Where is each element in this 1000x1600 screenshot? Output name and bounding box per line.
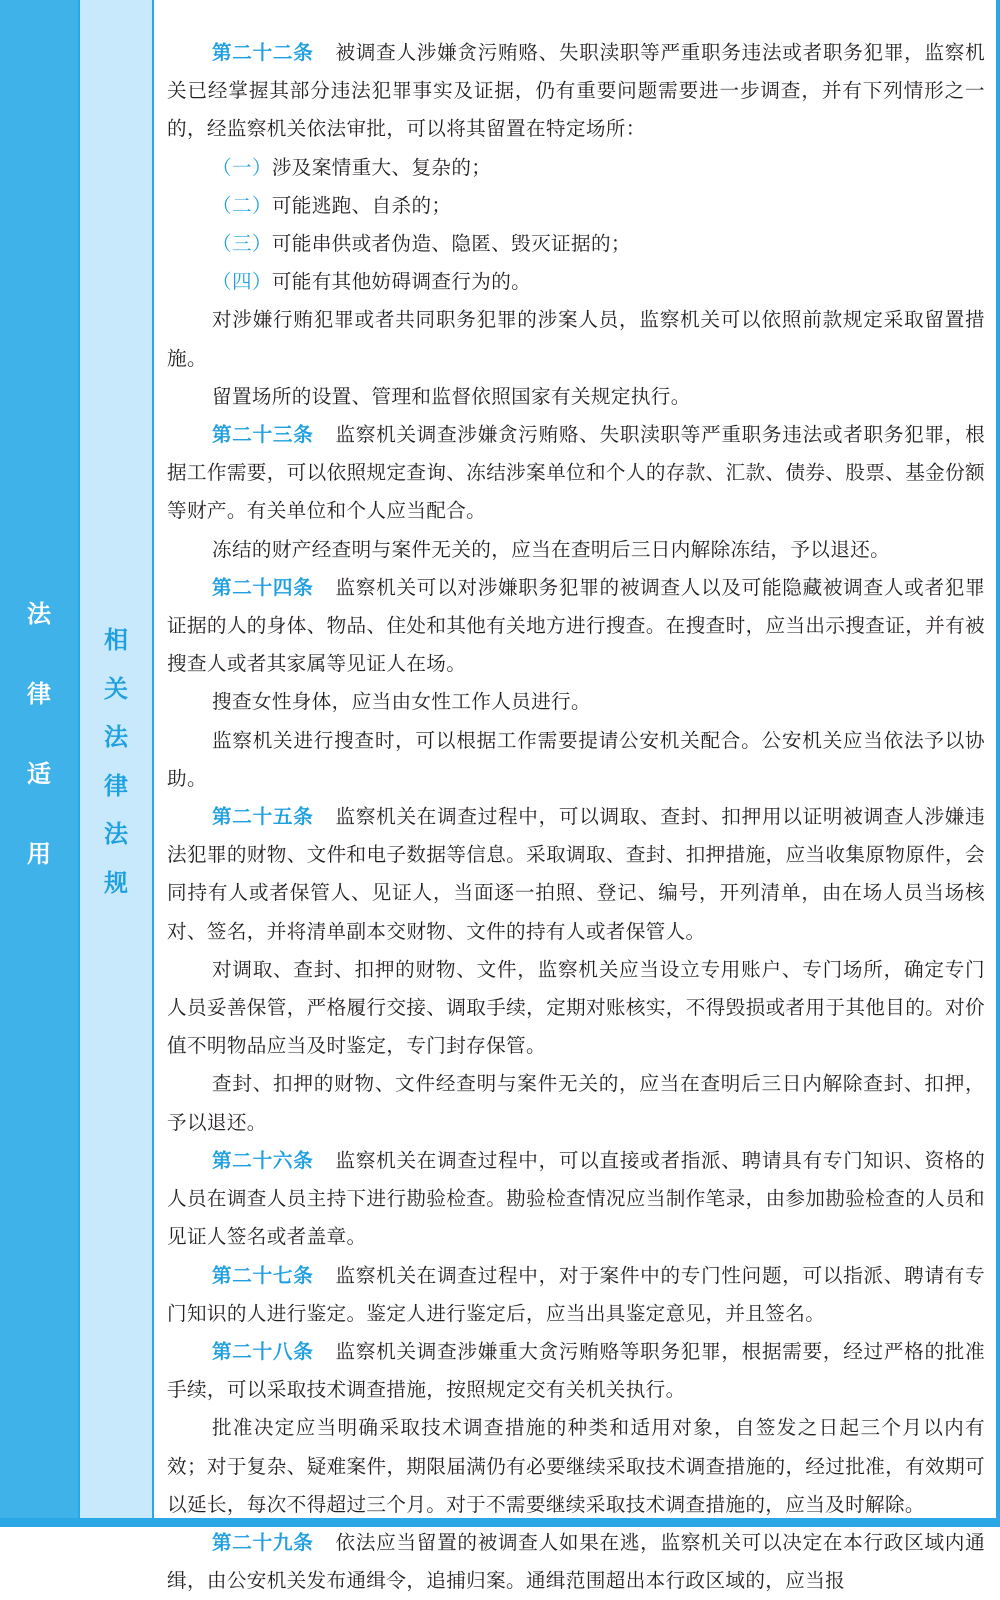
article-paragraph (167, 416, 985, 531)
article-text: 被调查人涉嫌贪污贿赂、失职渎职等严重职务违法或者职务犯罪，监察机关已经掌握其部分违法犯罪事实及证据，仍有重要问题需要进一步调查，并有下列情形之一的，经监察机关依法审批，可以将其留置在特定场所： (167, 41, 986, 141)
article-paragraph (167, 569, 985, 684)
list-item (167, 149, 985, 187)
article-text: 监察机关可以对涉嫌职务犯罪的被调查人以及可能隐藏被调查人或者犯罪证据的人的身体、物品、住处和其他有关地方进行搜查。在搜查时，应当出示搜查证，并有被搜查人或者其家属等见证人在场。 (167, 575, 986, 676)
article-number: 第二十五条 (212, 805, 314, 829)
item-number: （二） (212, 193, 272, 217)
body-paragraph: 批准决定应当明确采取技术调查措施的种类和适用对象，自签发之日起三个月以内有效；对于复杂、疑难案件，期限届满仍有必要继续采取技术调查措施的，经过批准，有效期可以延长，每次不得超过三个月。对于不需要继续采取技术调查措施的，应当及时解除。 (167, 1416, 985, 1516)
article-paragraph (167, 1524, 985, 1600)
article-number: 第二十四条 (212, 575, 314, 599)
article-number: 第二十八条 (212, 1339, 314, 1363)
section-label-legal-application (0, 602, 78, 922)
body-paragraph: 冻结的财产经查明与案件无关的，应当在查明后三日内解除冻结，予以退还。 (212, 537, 891, 561)
document-body (167, 34, 985, 1600)
item-number: （三） (212, 232, 272, 256)
label-char: 律 (27, 680, 51, 708)
label-char: 规 (104, 868, 128, 897)
item-text: 可能逃跑、自杀的； (271, 193, 452, 217)
body-paragraph: 对涉嫌行贿犯罪或者共同职务犯罪的涉案人员，监察机关可以依照前款规定采取留置措施。 (167, 308, 985, 370)
label-char: 用 (27, 840, 51, 868)
label-char: 相 (104, 626, 128, 654)
article-paragraph (167, 1333, 985, 1409)
article-text: 监察机关调查涉嫌贪污贿赂、失职渎职等严重职务违法或者职务犯罪，根据工作需要，可以依照规定查询、冻结涉案单位和个人的存款、汇款、债券、股票、基金份额等财产。有关单位和个人应当配合。 (167, 423, 986, 523)
article-text: 监察机关调查涉嫌重大贪污贿赂等职务犯罪，根据需要，经过严格的批准手续，可以采取技术调查措施，按照规定交有关机关执行。 (167, 1339, 986, 1402)
article-paragraph (167, 798, 985, 951)
body-paragraph: 留置场所的设置、管理和监督依照国家有关规定执行。 (212, 384, 691, 408)
item-text: 可能有其他妨碍调查行为的。 (271, 270, 532, 294)
article-text: 监察机关在调查过程中，对于案件中的专门性问题，可以指派、聘请有专门知识的人进行鉴定。鉴定人进行鉴定后，应当出具鉴定意见，并且签名。 (167, 1263, 986, 1325)
item-text: 可能串供或者伪造、隐匿、毁灭证据的； (271, 232, 631, 256)
right-border (996, 0, 1000, 1518)
list-item (167, 225, 985, 263)
article-paragraph (167, 1142, 985, 1257)
item-number: （一） (212, 155, 272, 179)
article-text: 依法应当留置的被调查人如果在逃，监察机关可以决定在本行政区域内通缉，由公安机关发布通缉令，追捕归案。通缉范围超出本行政区域的，应当报 (167, 1530, 986, 1593)
article-number: 第二十二条 (212, 41, 314, 64)
label-char: 法 (27, 600, 51, 628)
article-number: 第二十七条 (212, 1263, 314, 1287)
article-text: 监察机关在调查过程中，可以直接或者指派、聘请具有专门知识、资格的人员在调查人员主持下进行勘验检查。勘验检查情况应当制作笔录，由参加勘验检查的人员和见证人签名或者盖章。 (167, 1148, 986, 1249)
item-number: （四） (212, 270, 272, 294)
list-item (167, 187, 985, 225)
article-paragraph (167, 1257, 985, 1333)
item-text: 涉及案情重大、复杂的； (271, 155, 492, 179)
article-number: 第二十三条 (212, 423, 314, 447)
label-char: 法 (104, 820, 128, 848)
body-paragraph: 查封、扣押的财物、文件经查明与案件无关的，应当在查明后三日内解除查封、扣押，予以退还。 (167, 1072, 985, 1134)
body-paragraph: 对调取、查封、扣押的财物、文件，监察机关应当设立专用账户、专门场所，确定专门人员妥善保管，严格履行交接、调取手续，定期对账核实，不得毁损或者用于其他目的。对价值不明物品应当及时鉴定，专门封存保管。 (167, 957, 985, 1058)
article-text: 监察机关在调查过程中，可以调取、查封、扣押用以证明被调查人涉嫌违法犯罪的财物、文件和电子数据等信息。采取调取、查封、扣押措施，应当收集原物原件，会同持有人或者保管人、见证人，当面逐一拍照、登记、编号，开列清单，由在场人员当场核对、签名，并将清单副本交财物、文件的持有人或者保管人。 (167, 805, 986, 943)
label-char: 法 (104, 723, 128, 751)
label-char: 适 (27, 760, 51, 788)
label-char: 关 (104, 674, 128, 703)
list-item (167, 263, 985, 301)
article-number: 第二十六条 (212, 1148, 314, 1172)
section-label-related-laws (78, 628, 154, 919)
label-char: 律 (104, 771, 128, 800)
body-paragraph: 搜查女性身体，应当由女性工作人员进行。 (212, 690, 591, 714)
article-number: 第二十九条 (212, 1530, 314, 1554)
article-paragraph (167, 34, 985, 149)
body-paragraph: 监察机关进行搜查时，可以根据工作需要提请公安机关配合。公安机关应当依法予以协助。 (167, 728, 985, 790)
